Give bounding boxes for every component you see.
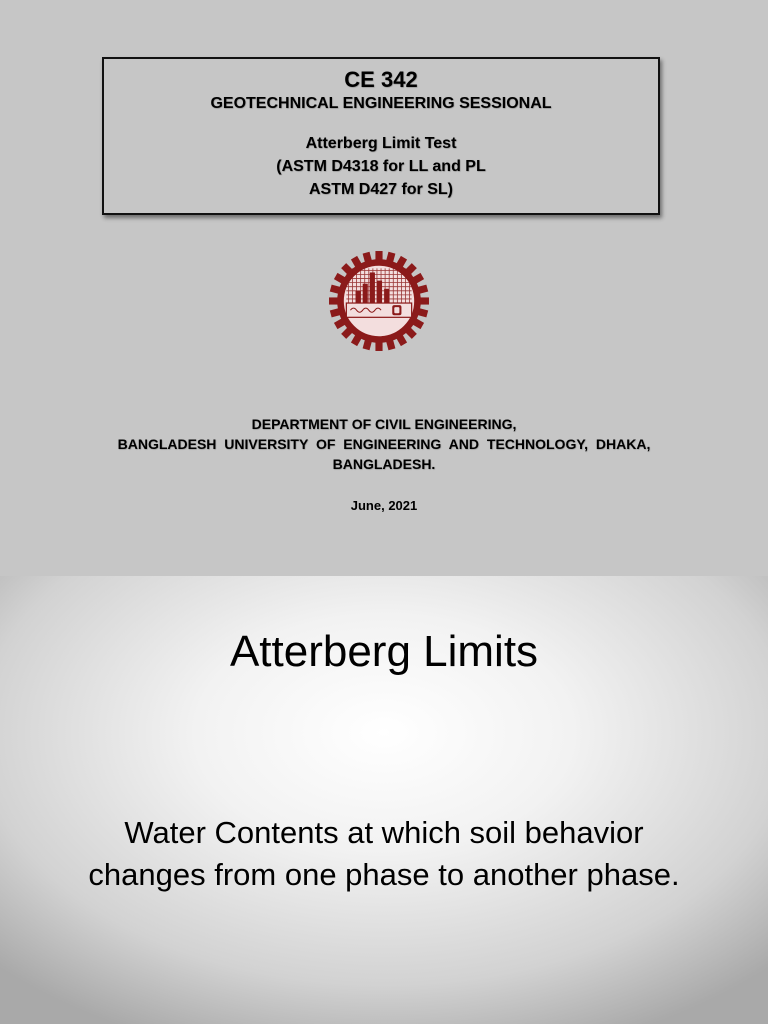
title-box bbox=[102, 57, 660, 215]
slide-body bbox=[0, 812, 768, 896]
test-description bbox=[104, 132, 658, 201]
country-line: BANGLADESH. bbox=[332, 456, 436, 472]
content-slide bbox=[0, 576, 768, 1024]
test-name: Atterberg Limit Test bbox=[305, 135, 457, 152]
course-code: CE 342 bbox=[344, 67, 418, 92]
department-line: DEPARTMENT OF CIVIL ENGINEERING, bbox=[251, 416, 517, 432]
university-line: BANGLADESH UNIVERSITY OF ENGINEERING AND TECHNOLOGY, DHAKA, bbox=[117, 436, 651, 452]
body-line-2: changes from one phase to another phase. bbox=[88, 857, 680, 892]
body-line-1: Water Contents at which soil behavior bbox=[124, 815, 644, 850]
presentation-date: June, 2021 bbox=[350, 498, 418, 513]
course-name: GEOTECHNICAL ENGINEERING SESSIONAL bbox=[210, 95, 552, 112]
standard-line-2: ASTM D427 for SL) bbox=[308, 181, 453, 198]
standard-line-1: (ASTM D4318 for LL and PL bbox=[276, 158, 486, 175]
slide-title: Atterberg Limits bbox=[229, 627, 539, 676]
university-gear-logo-icon bbox=[328, 250, 430, 352]
department-block bbox=[0, 414, 768, 474]
